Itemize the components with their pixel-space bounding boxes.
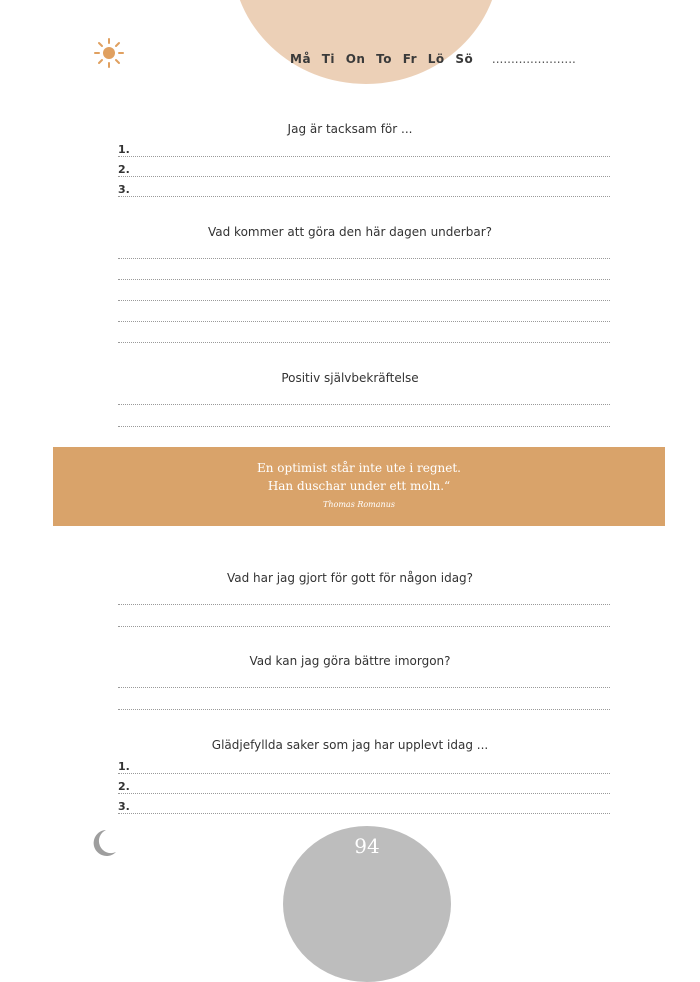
grateful-num-1: 1.: [118, 143, 130, 156]
quote-line-1: En optimist står inte ute i regnet.: [257, 461, 461, 475]
day-thu[interactable]: To: [376, 52, 393, 66]
good-deed-heading: Vad har jag gjort för gott för någon idag?: [226, 571, 474, 585]
moon-icon: [90, 828, 118, 858]
joyful-heading: Glädjefyllda saker som jag har upplevt idag ...: [211, 738, 489, 752]
wonderful-line-2[interactable]: [118, 279, 610, 280]
wonderful-heading: Vad kommer att göra den här dagen underbar?: [207, 225, 492, 239]
affirmation-heading: Positiv självbekräftelse: [281, 371, 419, 385]
affirmation-line-1[interactable]: [118, 404, 610, 405]
quote-band: [53, 447, 665, 526]
wonderful-line-5[interactable]: [118, 342, 610, 343]
good-deed-line-2[interactable]: [118, 626, 610, 627]
joyful-num-1: 1.: [118, 760, 130, 773]
joyful-line-2[interactable]: [118, 793, 610, 794]
day-wed[interactable]: On: [345, 52, 366, 66]
better-heading: Vad kan jag göra bättre imorgon?: [249, 654, 451, 668]
grateful-num-2: 2.: [118, 163, 130, 176]
grateful-line-3[interactable]: [118, 196, 610, 197]
page-number: 94: [354, 834, 380, 858]
grateful-line-1[interactable]: [118, 156, 610, 157]
affirmation-line-2[interactable]: [118, 426, 610, 427]
wonderful-line-3[interactable]: [118, 300, 610, 301]
top-decor-circle: [232, 0, 500, 84]
grateful-line-2[interactable]: [118, 176, 610, 177]
better-line-2[interactable]: [118, 709, 610, 710]
wonderful-line-1[interactable]: [118, 258, 610, 259]
weekday-selector: [290, 52, 576, 66]
day-sat[interactable]: Lö: [427, 52, 445, 66]
day-tue[interactable]: Ti: [321, 52, 336, 66]
good-deed-line-1[interactable]: [118, 604, 610, 605]
grateful-heading: Jag är tacksam för ...: [287, 122, 413, 136]
joyful-line-1[interactable]: [118, 773, 610, 774]
quote-line-2: Han duschar under ett moln.“: [267, 479, 451, 493]
joyful-line-3[interactable]: [118, 813, 610, 814]
sun-icon: [94, 38, 124, 68]
wonderful-line-4[interactable]: [118, 321, 610, 322]
day-fri[interactable]: Fr: [402, 52, 418, 66]
day-sun[interactable]: Sö: [455, 52, 474, 66]
day-mon[interactable]: Må: [290, 52, 312, 66]
better-line-1[interactable]: [118, 687, 610, 688]
quote-author: Thomas Romanus: [323, 500, 395, 509]
date-field[interactable]: ......................: [491, 52, 576, 66]
grateful-num-3: 3.: [118, 183, 130, 196]
joyful-num-2: 2.: [118, 780, 130, 793]
joyful-num-3: 3.: [118, 800, 130, 813]
